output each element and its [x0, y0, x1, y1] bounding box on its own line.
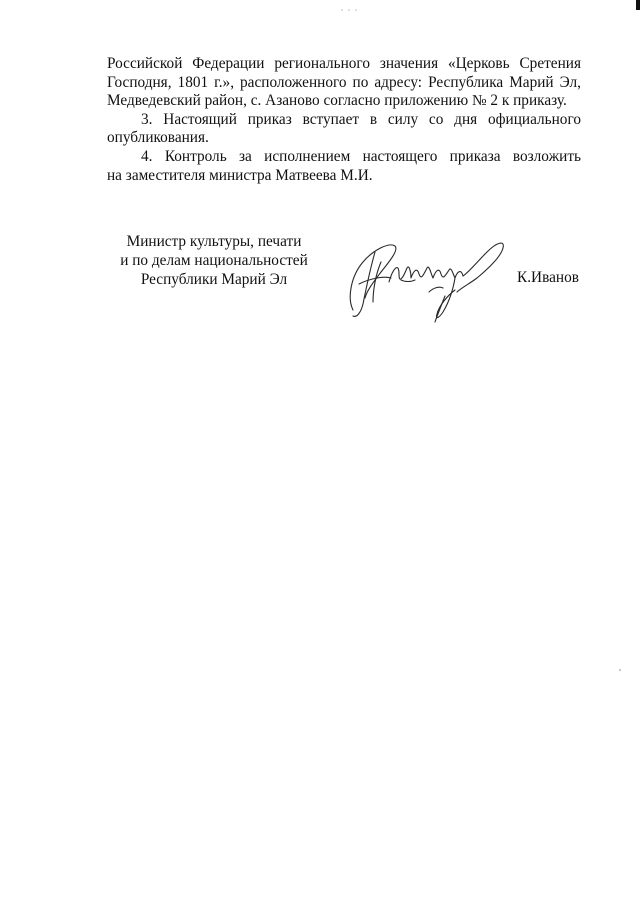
- minister-title: [114, 232, 314, 289]
- paragraph-continuation-line-3: Медведевский район, с. Азаново согласно приложению № 2 к приказу.: [107, 92, 567, 110]
- item-3-line-1: 3. Настоящий приказ вступает в силу со дня официального: [141, 110, 581, 128]
- minister-title-line-1: Министр культуры, печати: [126, 233, 302, 250]
- minister-title-line-3: Республики Марий Эл: [140, 271, 288, 288]
- scan-artifact-dots: [340, 6, 362, 14]
- paragraph-continuation-line-1: Российской Федерации регионального значения «Церковь Сретения: [107, 55, 581, 72]
- document-body: [107, 55, 581, 185]
- handwritten-signature: [345, 232, 515, 324]
- item-4-line-2: на заместителя министра Матвеева М.И.: [107, 166, 373, 184]
- paragraph-continuation-line-2: Господня, 1801 г.», расположенного по адресу: Республика Марий Эл,: [107, 73, 581, 91]
- scan-corner-mark: [636, 0, 640, 10]
- signer-name: К.Иванов: [517, 269, 579, 286]
- signature-block: [0, 232, 640, 322]
- item-3-line-2: опубликования.: [107, 129, 209, 147]
- minister-title-line-2: и по делам национальностей: [120, 252, 308, 269]
- scan-speck: [619, 669, 621, 671]
- item-4-line-1: 4. Контроль за исполнением настоящего приказа возложить: [141, 147, 581, 165]
